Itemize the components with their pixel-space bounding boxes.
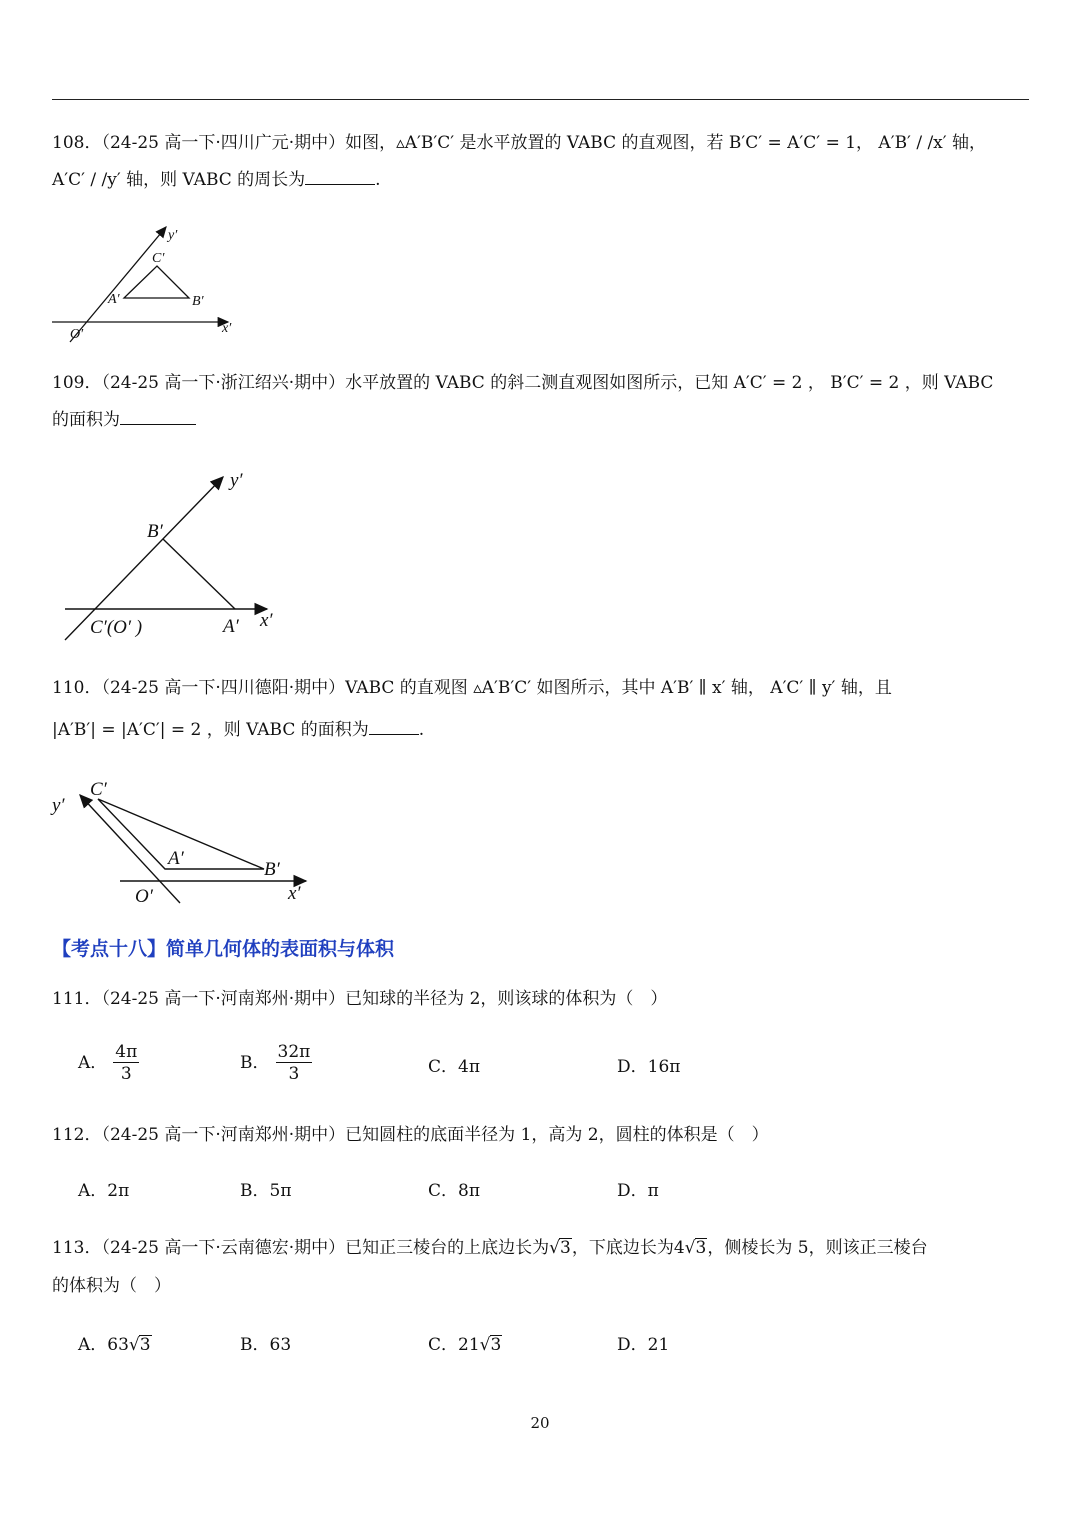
q111-stem: 111．（24-25 高一下·河南郑州·期中）已知球的半径为 2，则该球的体积为（ ） (52, 989, 668, 1009)
q110-line1: 110．（24-25 高一下·四川德阳·期中）VABC 的直观图 ▵A′B′C′ 如图所示，其中 A′B′ ∥ x′ 轴， A′C′ ∥ y′ 轴，且 (52, 678, 892, 698)
q108-line1: 108．（24-25 高一下·四川广元·期中）如图，▵A′B′C′ 是水平放置的 VABC 的直观图，若 B′C′ = A′C′ = 1， A′B′ / /x′ 轴， (52, 133, 987, 153)
q113-option-a-rad: 3 (139, 1335, 151, 1355)
q112-option-b-label: B． (240, 1181, 270, 1201)
q110-label-y: y′ (52, 795, 65, 816)
q108-line2 (52, 168, 381, 192)
q108-line2-end: . (375, 170, 381, 190)
q109-label-a: A′ (223, 616, 239, 637)
q110-label-a: A′ (168, 848, 184, 869)
q112-option-b-value: 5π (269, 1181, 292, 1201)
q110-y-axis (80, 795, 180, 903)
q111-option-a-fraction (113, 1042, 139, 1085)
q108-label-y: y′ (168, 228, 178, 243)
q113-option-b-value: 63 (269, 1335, 292, 1355)
q110-label-b: B′ (264, 859, 280, 880)
page-number: 20 (530, 1414, 550, 1432)
q113-stem-c: ，侧棱长为 5，则该正三棱台 (707, 1238, 928, 1258)
q113-option-c-label: C． (428, 1335, 459, 1355)
q110-line2-text: |A′B′| = |A′C′| = 2 ，则 VABC 的面积为 (52, 720, 369, 740)
q111-option-b-label: B． (240, 1053, 270, 1073)
q108-answer-blank[interactable] (305, 168, 375, 185)
q111-option-b-num: 32π (277, 1042, 311, 1062)
q111-option-d[interactable] (617, 1055, 680, 1079)
q108-label-x: x′ (222, 321, 232, 336)
q108-y-axis (70, 227, 166, 342)
q109-label-co: C′(O′ ) (90, 617, 143, 638)
q113-line2: 的体积为（ ） (52, 1276, 171, 1296)
q112-option-a[interactable] (78, 1179, 129, 1203)
q108-label-o: O′ (70, 327, 84, 342)
q112-option-c-value: 8π (458, 1181, 481, 1201)
q111-option-d-value: 16π (647, 1057, 681, 1077)
q110-label-c: C′ (90, 779, 107, 800)
q113-option-b[interactable] (240, 1333, 291, 1357)
q108-label-b: B′ (192, 294, 204, 309)
q113-option-a-label: A． (78, 1335, 108, 1355)
q108-triangle (124, 266, 189, 298)
q113-option-c-coef: 21 (458, 1335, 480, 1355)
q111-option-d-label: D． (617, 1057, 648, 1077)
q112-option-d-label: D． (617, 1181, 648, 1201)
q110-label-x: x′ (288, 883, 301, 904)
q113-option-d-value: 21 (647, 1335, 670, 1355)
q111-option-a[interactable] (78, 1042, 139, 1085)
q112-stem: 112．（24-25 高一下·河南郑州·期中）已知圆柱的底面半径为 1，高为 2，圆柱的体积是（ ） (52, 1125, 769, 1145)
q112-option-b[interactable] (240, 1179, 292, 1203)
section-heading: 【考点十八】简单几何体的表面积与体积 (52, 938, 395, 960)
q108-label-a: A′ (108, 292, 120, 307)
q109-answer-blank[interactable] (120, 408, 196, 425)
q110-answer-blank[interactable] (369, 718, 419, 735)
q111-option-c-value: 4π (458, 1057, 481, 1077)
q112-option-c[interactable] (428, 1179, 480, 1203)
q111-option-b-den: 3 (288, 1064, 300, 1084)
q109-label-b: B′ (147, 521, 163, 542)
q112-option-d-value: π (647, 1181, 659, 1201)
q112-option-a-value: 2π (107, 1181, 130, 1201)
q113-coef-2: 4 (673, 1238, 685, 1258)
q108-line2-text: A′C′ / /y′ 轴，则 VABC 的周长为 (52, 170, 306, 190)
q109-line2-text: 的面积为 (52, 410, 120, 430)
q113-option-b-label: B． (240, 1335, 270, 1355)
q109-y-axis (65, 477, 223, 640)
q110-figure (50, 775, 315, 910)
q109-label-y: y′ (230, 470, 243, 491)
q109-label-x: x′ (260, 610, 273, 631)
q113-stem-a: 113．（24-25 高一下·云南德宏·期中）已知正三棱台的上底边长为 (52, 1238, 550, 1258)
q111-option-a-den: 3 (120, 1064, 132, 1084)
q109-line2 (52, 408, 196, 432)
q113-option-d-label: D． (617, 1335, 648, 1355)
q113-option-c-rad: 3 (490, 1335, 502, 1355)
q113-line1: 113．（24-25 高一下·云南德宏·期中）已知正三棱台的上底边长为√3，下底边长为4√3，侧棱长为 5，则该正三棱台 (52, 1238, 928, 1258)
q111-option-b[interactable] (240, 1042, 312, 1085)
q111-option-c-label: C． (428, 1057, 459, 1077)
q110-line2 (52, 718, 424, 742)
q109-line1: 109．（24-25 高一下·浙江绍兴·期中）水平放置的 VABC 的斜二测直观图如图所示，已知 A′C′ = 2 ， B′C′ = 2 ，则 VABC (52, 373, 994, 393)
q110-label-o: O′ (135, 886, 153, 907)
q113-option-a-coef: 63 (107, 1335, 129, 1355)
q109-figure (55, 460, 290, 645)
q113-option-a[interactable]: A．63√3 (78, 1335, 151, 1355)
q113-radicand-2: 3 (695, 1238, 707, 1258)
q113-option-d[interactable] (617, 1333, 669, 1357)
q111-option-a-label: A． (78, 1053, 108, 1073)
q108-label-c: C′ (152, 251, 165, 266)
q111-option-b-fraction (276, 1042, 313, 1085)
q113-stem-b: ，下底边长为 (571, 1238, 674, 1258)
q109-side-ba (163, 539, 235, 609)
q113-option-c[interactable]: C．21√3 (428, 1335, 502, 1355)
q110-line2-end: . (418, 720, 425, 740)
q108-figure (50, 218, 250, 343)
q112-option-c-label: C． (428, 1181, 459, 1201)
q111-option-a-num: 4π (115, 1042, 138, 1062)
q113-radicand-1: 3 (560, 1238, 571, 1258)
q111-option-c[interactable] (428, 1055, 480, 1079)
q112-option-a-label: A． (78, 1181, 108, 1201)
q112-option-d[interactable] (617, 1179, 659, 1203)
header-rule (52, 99, 1029, 100)
